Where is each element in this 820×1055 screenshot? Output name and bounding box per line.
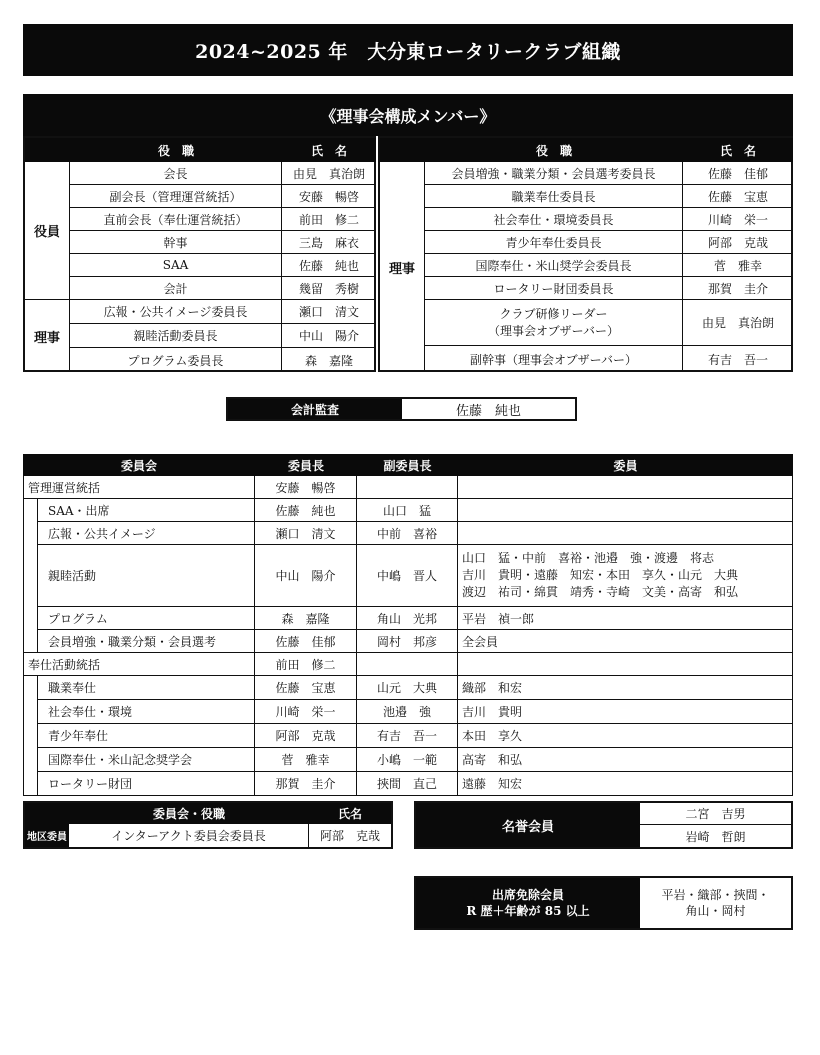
auditor-label: 会計監査: [228, 399, 402, 419]
committee-vice: 挾間 直己: [357, 772, 458, 796]
committee-chair: 瀬口 清文: [255, 522, 357, 545]
page-title: 2024~2025 年 大分東ロータリークラブ組織: [195, 40, 621, 63]
board-name: 佐藤 純也: [282, 254, 376, 277]
board-role: 幹事: [70, 231, 282, 254]
committee-vice: 角山 光邦: [357, 607, 458, 630]
committee-vice: 中嶋 晋人: [357, 545, 458, 607]
committee-name: 会員増強・職業分類・会員選考: [37, 630, 255, 653]
committee-name: SAA・出席: [37, 499, 255, 522]
committee-members: [458, 476, 793, 499]
auditor-name: 佐藤 純也: [455, 403, 521, 419]
board-left-table: [23, 136, 376, 372]
board-name: 三島 麻衣: [282, 231, 376, 254]
committee-chair: 佐藤 宝恵: [255, 676, 357, 700]
member-line: 吉川 貴明・遠藤 知宏・本田 享久・山元 大典: [462, 568, 739, 583]
exempt-box: [414, 876, 793, 930]
committee-members: 吉川 貴明: [458, 700, 793, 724]
district-header-committee: 委員会・役職: [152, 807, 225, 821]
board-role: 親睦活動委員長: [70, 324, 282, 348]
board-name: 安藤 暢啓: [282, 185, 376, 208]
committee-name: 職業奉仕: [37, 676, 255, 700]
board-name: 森 嘉隆: [304, 353, 353, 368]
indent-gutter: [23, 499, 37, 653]
board-role: 広報・公共イメージ委員長: [70, 300, 282, 324]
committee-members: [458, 499, 793, 522]
board-role: 国際奉仕・米山奨学会委員長: [425, 254, 683, 277]
committee-members: [458, 653, 793, 676]
exempt-names-line2: 角山・岡村: [685, 904, 746, 918]
committee-name: 親睦活動: [37, 545, 255, 607]
board-right-header-role: 役 職: [535, 143, 572, 158]
board-role: クラブ研修リーダー: [499, 307, 608, 322]
committee-chair: 佐藤 純也: [255, 499, 357, 522]
board-name: 由見 真治朗: [282, 162, 376, 185]
board-right-table: [378, 136, 793, 372]
committee-members: 高寄 和弘: [458, 748, 793, 772]
committee-vice: 山口 猛: [357, 499, 458, 522]
board-role-training-leader: [425, 300, 683, 346]
committee-name: 管理運営統括: [23, 476, 255, 499]
honorary-name: 二宮 吉男: [640, 803, 791, 825]
board-name: 佐藤 宝恵: [683, 185, 793, 208]
board-name: 前田 修二: [282, 208, 376, 231]
board-name: 瀬口 清文: [282, 300, 376, 324]
district-role: インターアクト委員会委員長: [69, 824, 309, 847]
committee-members: 全会員: [458, 630, 793, 653]
board-name: 佐藤 佳郁: [683, 162, 793, 185]
committees-header-vice: 副委員長: [383, 458, 432, 473]
honorary-name: 岩崎 哲朗: [685, 829, 746, 844]
board-name: 幾留 秀樹: [282, 277, 376, 300]
board-title: 《理事会構成メンバー》: [320, 106, 496, 126]
title-banner: [23, 24, 793, 76]
board-role: 社会奉仕・環境委員長: [425, 208, 683, 231]
committee-name: プログラム: [37, 607, 255, 630]
board-name: 有吉 吾一: [707, 352, 768, 367]
board-right-header-name: 氏 名: [719, 143, 756, 158]
member-line: 渡辺 祐司・綿貫 靖秀・寺崎 文美・高寄 和弘: [462, 584, 739, 599]
committee-chair: 安藤 暢啓: [255, 476, 357, 499]
committee-vice: [357, 476, 458, 499]
board-role: 会計: [70, 277, 282, 300]
committee-chair: 前田 修二: [255, 653, 357, 676]
committee-vice: [357, 653, 458, 676]
committee-vice: 岡村 邦彦: [357, 630, 458, 653]
board-role: 直前会長（奉仕運営統括）: [70, 208, 282, 231]
exempt-label: [416, 878, 640, 928]
committee-vice: 山元 大典: [357, 676, 458, 700]
committee-chair: 中山 陽介: [255, 545, 357, 607]
member-line: 山口 猛・中前 喜裕・池邉 強・渡邊 将志: [462, 551, 715, 566]
board-left-header-role: 役 職: [157, 143, 194, 158]
board-name: 由見 真治朗: [683, 300, 793, 346]
board-role: 副会長（管理運営統括）: [70, 185, 282, 208]
board-name: 川崎 栄一: [683, 208, 793, 231]
board-name: 菅 雅幸: [683, 254, 793, 277]
committees-header-members: 委員: [613, 458, 638, 473]
exempt-names-line1: 平岩・織部・挾間・: [661, 887, 770, 902]
committee-vice: 有吉 吾一: [357, 724, 458, 748]
board-name: 中山 陽介: [282, 324, 376, 348]
committee-name: 社会奉仕・環境: [37, 700, 255, 724]
committee-name: ロータリー財団: [37, 772, 255, 796]
committee-name: 奉仕活動統括: [23, 653, 255, 676]
district-box: [23, 801, 393, 849]
committee-members: [458, 545, 793, 607]
committee-name: 広報・公共イメージ: [37, 522, 255, 545]
committee-members: 本田 享久: [458, 724, 793, 748]
committees-table: [23, 454, 793, 798]
indent-gutter: [23, 676, 37, 796]
board-role: 会員増強・職業分類・会員選考委員長: [425, 162, 683, 185]
committee-vice: 中前 喜裕: [357, 522, 458, 545]
board-role: 副幹事（理事会オブザーバー）: [425, 346, 683, 372]
exempt-names: [640, 878, 791, 928]
board-group-directors-right: 理事: [380, 162, 425, 372]
board-role: 青少年奉仕委員長: [425, 231, 683, 254]
committee-members: 遠藤 知宏: [458, 772, 793, 796]
committees-header-chair: 委員長: [287, 458, 324, 473]
committees-header-committee: 委員会: [120, 458, 157, 473]
honorary-box: [414, 801, 793, 849]
exempt-label-line2: R 歴＋年齢が 85 以上: [466, 904, 590, 918]
board-role-note: （理事会オブザーバー）: [487, 323, 620, 338]
committee-members: [458, 522, 793, 545]
committee-name: 国際奉仕・米山記念奨学会: [37, 748, 255, 772]
committee-chair: 菅 雅幸: [255, 748, 357, 772]
committee-members: 平岩 禎一郎: [458, 607, 793, 630]
committee-chair: 那賀 圭介: [255, 772, 357, 796]
committee-vice: 池邉 強: [357, 700, 458, 724]
committee-chair: 阿部 克哉: [255, 724, 357, 748]
district-name: 阿部 克哉: [319, 829, 380, 843]
board-role: プログラム委員長: [70, 348, 282, 372]
exempt-label-line1: 出席免除会員: [491, 887, 564, 902]
committee-name: 青少年奉仕: [37, 724, 255, 748]
board-role: 職業奉仕委員長: [425, 185, 683, 208]
board-role: SAA: [70, 254, 282, 277]
board-role: 会長: [70, 162, 282, 185]
committee-members: 織部 和宏: [458, 676, 793, 700]
committee-chair: 佐藤 佳郁: [255, 630, 357, 653]
district-label: 地区委員: [25, 824, 69, 847]
committee-chair: 森 嘉隆: [255, 607, 357, 630]
board-group-officers: 役員: [25, 162, 70, 300]
honorary-label: 名誉会員: [416, 803, 640, 847]
committee-vice: 小嶋 一範: [357, 748, 458, 772]
board-name: 阿部 克哉: [683, 231, 793, 254]
board-role: ロータリー財団委員長: [425, 277, 683, 300]
auditor-box: [226, 397, 577, 421]
board-name: 那賀 圭介: [683, 277, 793, 300]
board-title-bar: [23, 94, 793, 136]
committee-chair: 川崎 栄一: [255, 700, 357, 724]
district-header-name: 氏名: [337, 807, 362, 821]
board-left-header-name: 氏 名: [310, 143, 347, 158]
board-group-directors-left: 理事: [25, 300, 70, 372]
